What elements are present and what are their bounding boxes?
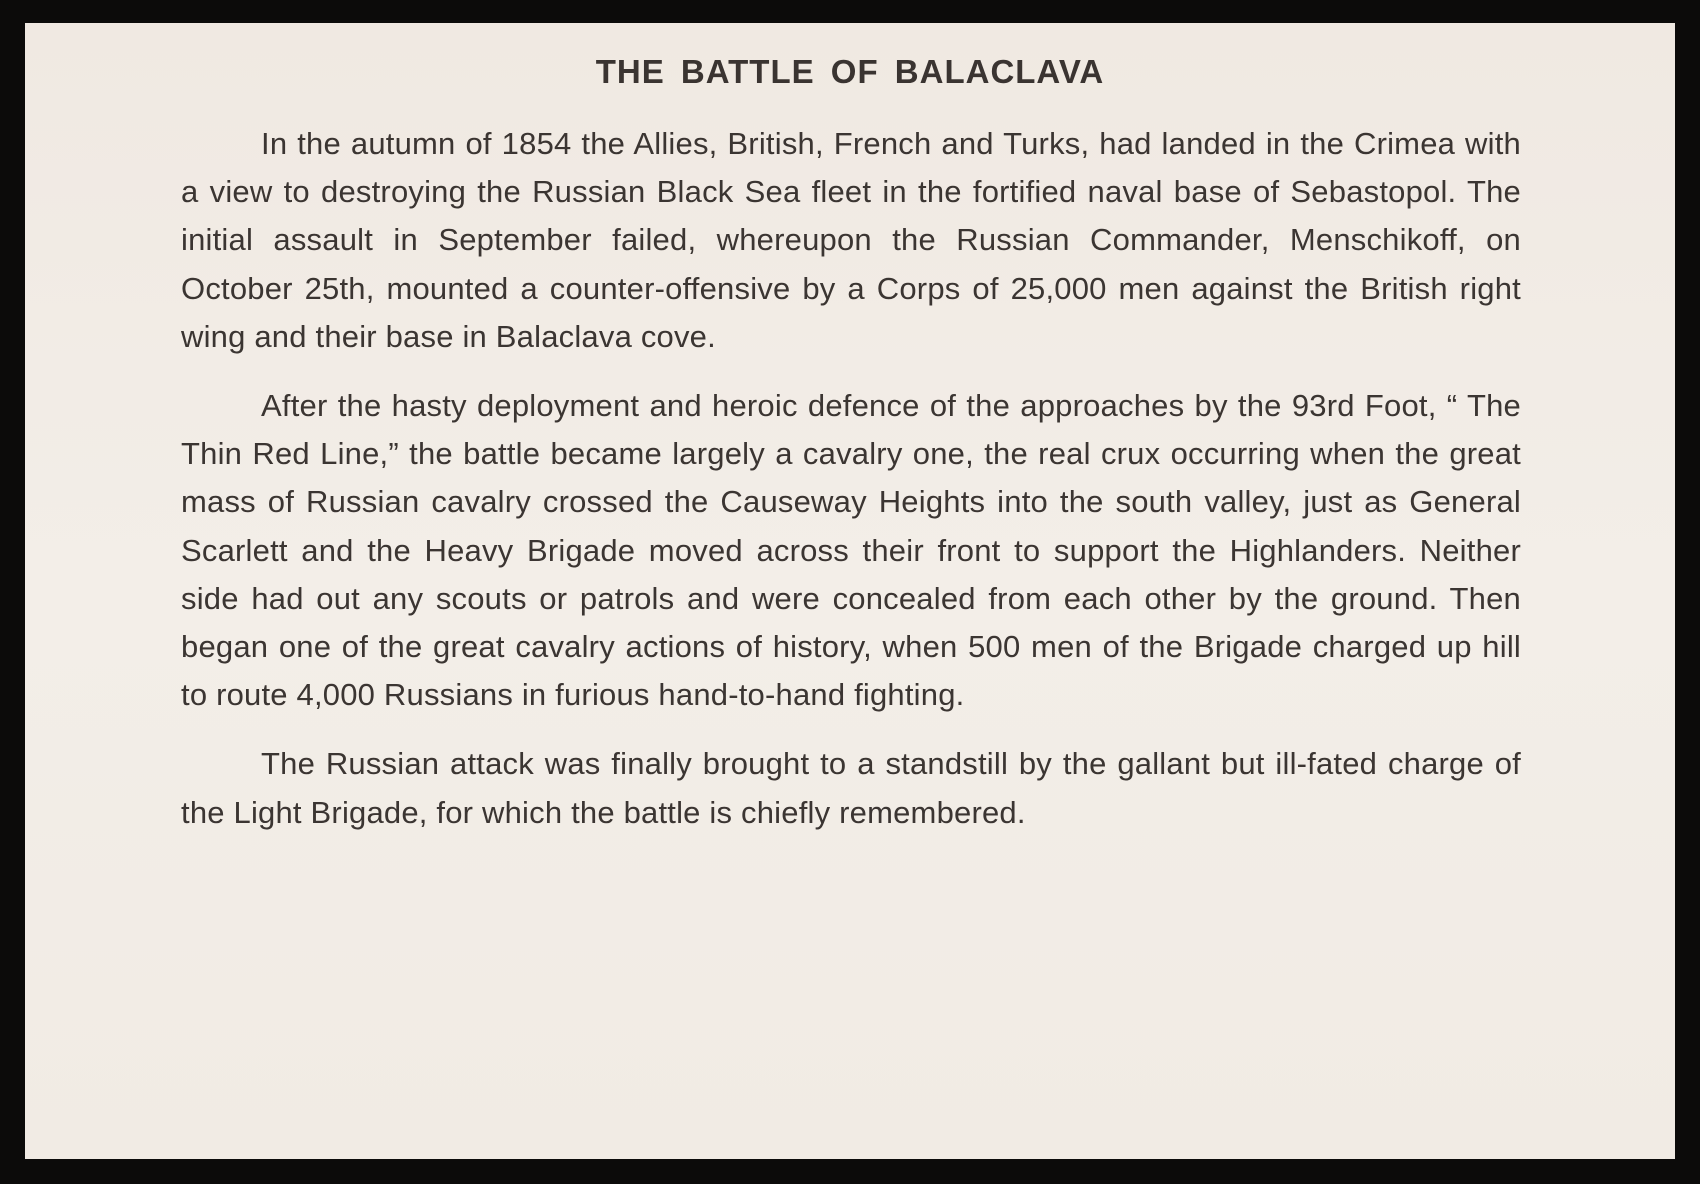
document-card xyxy=(25,23,1675,1159)
paragraph-2: After the hasty deployment and heroic defence of the approaches by the 93rd Foot, “ The Thin Red Line,” the battle became largely a cavalry one, the real crux occurring when the great mass of Russian cavalry crossed the Causeway Heights into the south valley, just as General Scarlett and the Heavy Brigade moved across their front to support the Highlanders. Neither side had out any scouts or patrols and were concealed from each other by the ground. Then began one of the great cavalry actions of history, when 500 men of the Brigade charged up hill to route 4,000 Russians in furious hand-to-hand fighting. xyxy=(181,388,1521,713)
paragraph-1: In the autumn of 1854 the Allies, British, French and Turks, had landed in the Crimea with a view to destroying the Russian Black Sea fleet in the fortified naval base of Sebastopol. The initial assault in September failed, whereupon the Russian Commander, Menschikoff, on October 25th, mounted a counter-offensive by a Corps of 25,000 men against the British right wing and their base in Balaclava cove. xyxy=(181,126,1521,354)
paragraph-3: The Russian attack was finally brought to a standstill by the gallant but ill-fated charge of the Light Brigade, for which the battle is chiefly remembered. xyxy=(181,746,1521,830)
document-title: THE BATTLE OF BALACLAVA xyxy=(595,53,1105,90)
document-body xyxy=(181,120,1521,858)
